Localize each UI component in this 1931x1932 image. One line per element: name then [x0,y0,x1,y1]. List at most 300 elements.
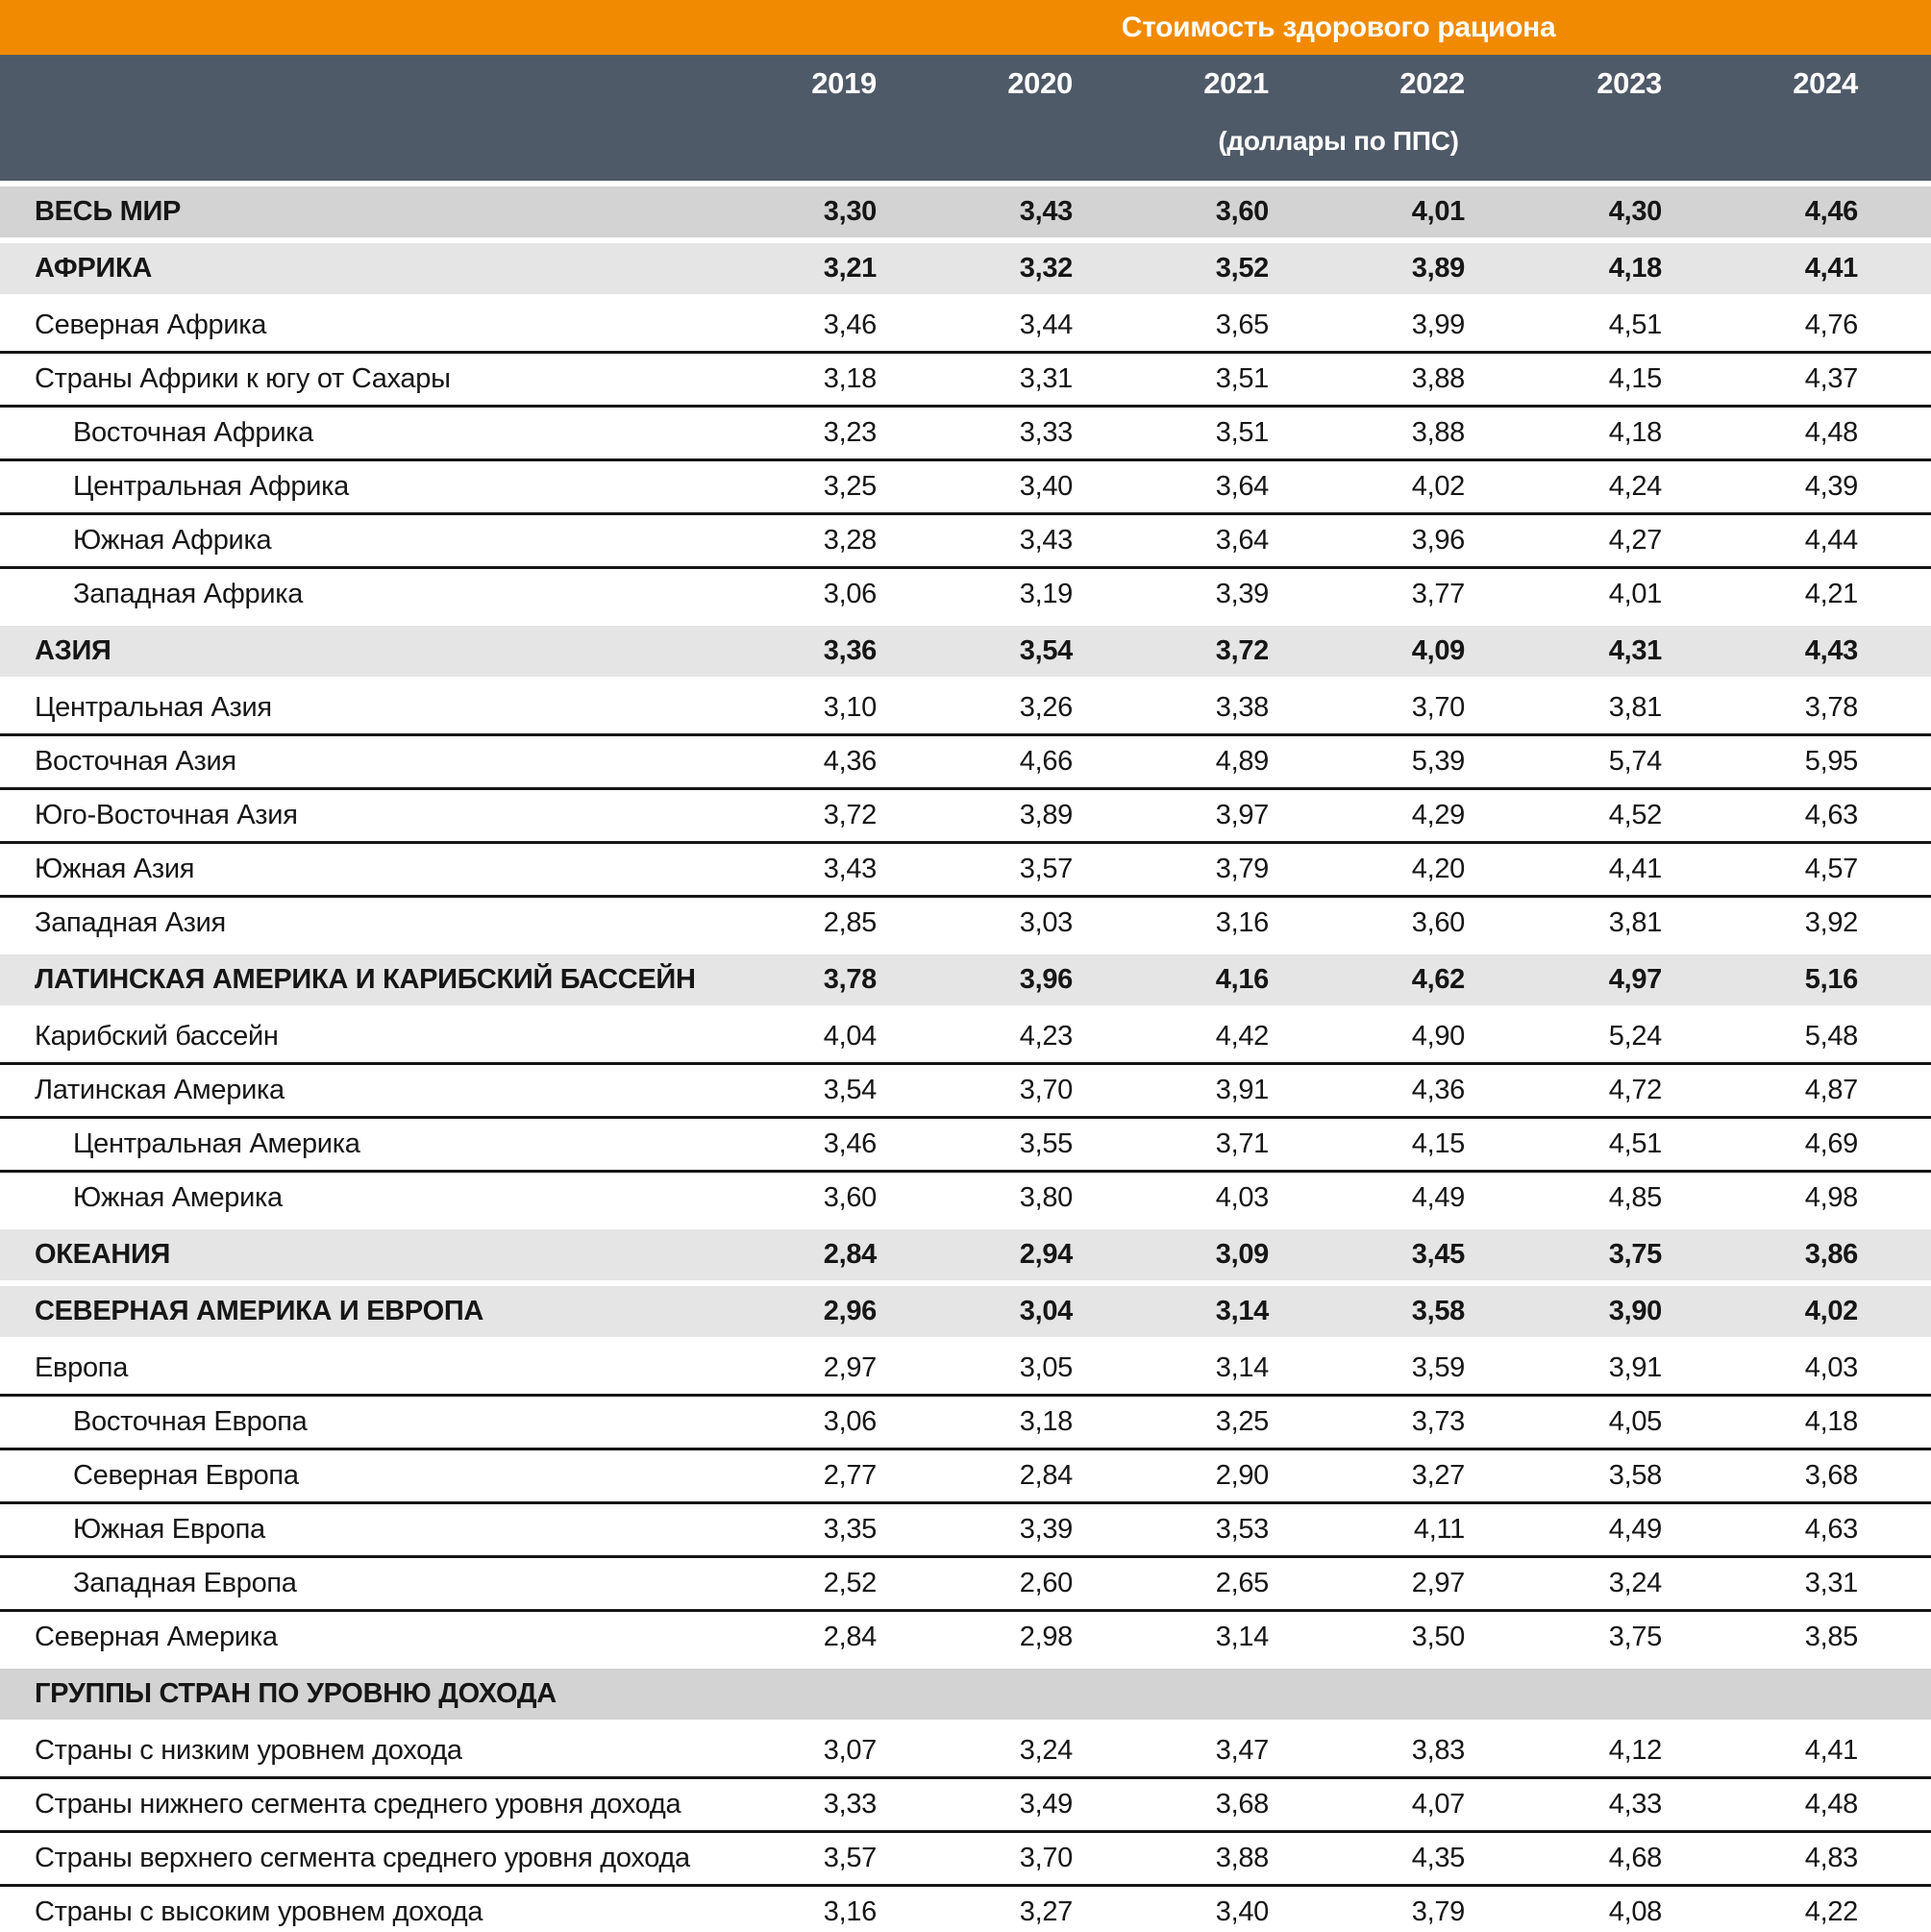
value-cell: 3,31 [1662,1557,1858,1611]
value-cell: 3,86 [1662,1226,1858,1283]
value-cell: 3,50 [1269,1611,1465,1667]
table-row [0,1778,1931,1832]
value-cell: 3,96 [877,952,1073,1008]
value-cell: 3,06 [681,1396,877,1449]
row-label: Южная Европа [0,1503,681,1557]
value-cell: 3,43 [877,184,1073,240]
value-cell: 4,48 [1662,407,1858,460]
value-cell: 4,18 [1465,407,1662,460]
value-cell: 4,15 [1465,353,1662,407]
unit-note-spacer [0,112,681,184]
value-cell: 5,95 [1662,735,1858,789]
value-cell [1465,1666,1662,1722]
value-cell: 3,57 [681,1832,877,1886]
table-row [0,1064,1931,1118]
value-cell: 4,44 [1662,514,1858,568]
row-pad [1858,568,1931,624]
value-cell: 4,29 [1269,789,1465,843]
row-label: ОКЕАНИЯ [0,1226,681,1283]
row-label: Центральная Азия [0,680,681,735]
table-title: Стоимость здорового рациона [681,0,1931,55]
value-cell: 4,90 [1269,1008,1465,1064]
row-label: АФРИКА [0,240,681,297]
row-pad [1858,1340,1931,1396]
value-cell: 3,23 [681,407,877,460]
row-label: Центральная Африка [0,460,681,514]
value-cell: 3,88 [1073,1832,1269,1886]
value-cell: 4,49 [1465,1503,1662,1557]
table-row [0,1832,1931,1886]
value-cell: 3,33 [877,407,1073,460]
value-cell: 3,54 [681,1064,877,1118]
row-label: Латинская Америка [0,1064,681,1118]
table-row [0,460,1931,514]
value-cell: 3,89 [877,789,1073,843]
value-cell: 4,02 [1662,1283,1858,1340]
value-cell: 3,55 [877,1118,1073,1172]
value-cell: 3,71 [1073,1118,1269,1172]
table-row [0,1886,1931,1932]
value-cell: 5,24 [1465,1008,1662,1064]
row-label: Южная Африка [0,514,681,568]
value-cell: 3,21 [681,240,877,297]
value-cell: 4,48 [1662,1778,1858,1832]
row-pad [1858,407,1931,460]
row-pad [1858,184,1931,240]
value-cell: 5,74 [1465,735,1662,789]
table-row [0,1118,1931,1172]
value-cell: 3,27 [877,1886,1073,1932]
value-cell: 3,06 [681,568,877,624]
value-cell: 3,18 [681,353,877,407]
value-cell: 3,97 [1073,789,1269,843]
row-pad [1858,1886,1931,1932]
value-cell: 4,09 [1269,623,1465,680]
row-label: ГРУППЫ СТРАН ПО УРОВНЮ ДОХОДА [0,1666,681,1722]
value-cell: 2,94 [877,1226,1073,1283]
row-pad [1858,1666,1931,1722]
value-cell: 2,52 [681,1557,877,1611]
value-cell: 3,46 [681,1118,877,1172]
value-cell: 5,39 [1269,735,1465,789]
value-cell: 4,22 [1662,1886,1858,1932]
value-cell [1269,1666,1465,1722]
value-cell: 3,30 [681,184,877,240]
value-cell: 3,59 [1269,1340,1465,1396]
row-label: Карибский бассейн [0,1008,681,1064]
value-cell: 4,41 [1662,1722,1858,1778]
row-label: Страны с высоким уровнем дохода [0,1886,681,1932]
value-cell: 3,39 [877,1503,1073,1557]
value-cell: 3,70 [1269,680,1465,735]
value-cell: 3,54 [877,623,1073,680]
row-label: ЛАТИНСКАЯ АМЕРИКА И КАРИБСКИЙ БАССЕЙН [0,952,681,1008]
value-cell: 3,35 [681,1503,877,1557]
value-cell: 3,85 [1662,1611,1858,1667]
value-cell: 3,78 [681,952,877,1008]
value-cell: 2,97 [681,1340,877,1396]
value-cell: 4,51 [1465,1118,1662,1172]
value-cell: 4,30 [1465,184,1662,240]
table-row [0,514,1931,568]
value-cell: 3,53 [1073,1503,1269,1557]
value-cell: 3,16 [681,1886,877,1932]
value-cell: 3,09 [1073,1226,1269,1283]
years-row-pad [1858,55,1931,112]
table-row [0,1283,1931,1340]
value-cell: 3,33 [681,1778,877,1832]
value-cell: 3,51 [1073,353,1269,407]
value-cell: 3,43 [877,514,1073,568]
row-pad [1858,240,1931,297]
table-row [0,240,1931,297]
table-row [0,735,1931,789]
value-cell: 4,98 [1662,1172,1858,1227]
value-cell: 2,90 [1073,1449,1269,1503]
value-cell: 3,60 [1269,897,1465,953]
row-pad [1858,1172,1931,1227]
value-cell: 3,16 [1073,897,1269,953]
value-cell: 3,78 [1662,680,1858,735]
value-cell: 4,04 [681,1008,877,1064]
value-cell: 2,77 [681,1449,877,1503]
row-pad [1858,1611,1931,1667]
value-cell: 3,99 [1269,297,1465,353]
row-pad [1858,1008,1931,1064]
value-cell: 4,46 [1662,184,1858,240]
value-cell: 3,60 [681,1172,877,1227]
value-cell: 3,14 [1073,1283,1269,1340]
table-row [0,1722,1931,1778]
value-cell: 3,72 [681,789,877,843]
value-cell: 3,92 [1662,897,1858,953]
row-label: Восточная Африка [0,407,681,460]
value-cell: 4,49 [1269,1172,1465,1227]
value-cell: 3,49 [877,1778,1073,1832]
value-cell: 2,96 [681,1283,877,1340]
year-header: 2020 [877,55,1073,112]
row-label: Европа [0,1340,681,1396]
value-cell: 4,15 [1269,1118,1465,1172]
title-band-spacer [0,0,681,55]
value-cell: 2,98 [877,1611,1073,1667]
value-cell: 4,57 [1662,843,1858,897]
year-header: 2021 [1073,55,1269,112]
value-cell: 3,89 [1269,240,1465,297]
value-cell: 3,18 [877,1396,1073,1449]
table-row [0,1226,1931,1283]
row-label: Юго-Восточная Азия [0,789,681,843]
value-cell: 4,83 [1662,1832,1858,1886]
row-pad [1858,1778,1931,1832]
row-label: Страны верхнего сегмента среднего уровня дохода [0,1832,681,1886]
value-cell: 4,03 [1662,1340,1858,1396]
value-cell: 3,80 [877,1172,1073,1227]
value-cell: 3,57 [877,843,1073,897]
table-row [0,843,1931,897]
row-pad [1858,1283,1931,1340]
value-cell [681,1666,877,1722]
value-cell: 2,65 [1073,1557,1269,1611]
value-cell: 3,40 [1073,1886,1269,1932]
row-label: АЗИЯ [0,623,681,680]
table-row [0,1503,1931,1557]
value-cell: 3,77 [1269,568,1465,624]
value-cell: 3,05 [877,1340,1073,1396]
row-pad [1858,353,1931,407]
value-cell [1662,1666,1858,1722]
years-row-spacer [0,55,681,112]
table-body [0,184,1931,1932]
value-cell: 4,08 [1465,1886,1662,1932]
row-label: СЕВЕРНАЯ АМЕРИКА И ЕВРОПА [0,1283,681,1340]
table-row [0,1396,1931,1449]
value-cell: 4,21 [1662,568,1858,624]
value-cell: 3,64 [1073,514,1269,568]
value-cell: 3,25 [1073,1396,1269,1449]
value-cell: 3,88 [1269,353,1465,407]
value-cell: 3,81 [1465,897,1662,953]
value-cell: 4,31 [1465,623,1662,680]
value-cell: 4,42 [1073,1008,1269,1064]
row-label: Южная Азия [0,843,681,897]
value-cell: 3,46 [681,297,877,353]
value-cell: 3,68 [1073,1778,1269,1832]
table-row [0,1666,1931,1722]
unit-note: (доллары по ППС) [681,112,1931,184]
value-cell: 4,36 [681,735,877,789]
value-cell: 3,83 [1269,1722,1465,1778]
value-cell: 3,25 [681,460,877,514]
row-label: Северная Америка [0,1611,681,1667]
row-label: Центральная Америка [0,1118,681,1172]
value-cell: 3,03 [877,897,1073,953]
row-label: Западная Африка [0,568,681,624]
value-cell: 3,73 [1269,1396,1465,1449]
value-cell: 4,07 [1269,1778,1465,1832]
row-label: ВЕСЬ МИР [0,184,681,240]
year-header: 2024 [1662,55,1858,112]
title-band [0,0,1931,55]
value-cell: 3,27 [1269,1449,1465,1503]
row-pad [1858,1064,1931,1118]
value-cell: 4,63 [1662,789,1858,843]
row-pad [1858,1118,1931,1172]
table-row [0,952,1931,1008]
value-cell: 4,24 [1465,460,1662,514]
row-label: Восточная Азия [0,735,681,789]
value-cell: 3,24 [1465,1557,1662,1611]
value-cell: 4,11 [1269,1503,1465,1557]
table-row [0,680,1931,735]
value-cell: 4,01 [1269,184,1465,240]
table-header [0,0,1931,184]
value-cell: 3,51 [1073,407,1269,460]
value-cell: 4,27 [1465,514,1662,568]
row-pad [1858,843,1931,897]
value-cell: 4,03 [1073,1172,1269,1227]
value-cell: 4,12 [1465,1722,1662,1778]
value-cell: 4,35 [1269,1832,1465,1886]
value-cell [1073,1666,1269,1722]
row-label: Восточная Европа [0,1396,681,1449]
value-cell: 3,38 [1073,680,1269,735]
table-row [0,1557,1931,1611]
row-label: Страны Африки к югу от Сахары [0,353,681,407]
year-header: 2023 [1465,55,1662,112]
row-label: Западная Азия [0,897,681,953]
value-cell: 3,79 [1269,1886,1465,1932]
value-cell: 3,47 [1073,1722,1269,1778]
row-pad [1858,1832,1931,1886]
value-cell: 3,58 [1269,1283,1465,1340]
value-cell: 3,26 [877,680,1073,735]
value-cell: 4,63 [1662,1503,1858,1557]
row-pad [1858,514,1931,568]
value-cell: 3,70 [877,1064,1073,1118]
value-cell: 3,79 [1073,843,1269,897]
value-cell: 3,32 [877,240,1073,297]
value-cell: 4,62 [1269,952,1465,1008]
value-cell: 3,75 [1465,1226,1662,1283]
value-cell: 3,58 [1465,1449,1662,1503]
value-cell: 4,18 [1662,1396,1858,1449]
value-cell: 4,05 [1465,1396,1662,1449]
value-cell: 4,33 [1465,1778,1662,1832]
value-cell: 3,14 [1073,1611,1269,1667]
row-pad [1858,1449,1931,1503]
value-cell: 3,68 [1662,1449,1858,1503]
value-cell: 4,41 [1465,843,1662,897]
value-cell [877,1666,1073,1722]
value-cell: 4,52 [1465,789,1662,843]
table-row [0,623,1931,680]
row-label: Северная Африка [0,297,681,353]
value-cell: 3,04 [877,1283,1073,1340]
value-cell: 5,48 [1662,1008,1858,1064]
value-cell: 4,85 [1465,1172,1662,1227]
row-label: Страны нижнего сегмента среднего уровня дохода [0,1778,681,1832]
table-row [0,1340,1931,1396]
table-row [0,789,1931,843]
value-cell: 3,45 [1269,1226,1465,1283]
value-cell: 3,31 [877,353,1073,407]
value-cell: 3,44 [877,297,1073,353]
value-cell: 2,60 [877,1557,1073,1611]
table-row [0,897,1931,953]
value-cell: 2,84 [877,1449,1073,1503]
row-label: Южная Америка [0,1172,681,1227]
value-cell: 2,84 [681,1611,877,1667]
row-pad [1858,1557,1931,1611]
table-row [0,407,1931,460]
value-cell: 4,87 [1662,1064,1858,1118]
years-row [0,55,1931,112]
value-cell: 4,36 [1269,1064,1465,1118]
value-cell: 4,89 [1073,735,1269,789]
value-cell: 3,39 [1073,568,1269,624]
value-cell: 3,36 [681,623,877,680]
value-cell: 3,14 [1073,1340,1269,1396]
value-cell: 3,07 [681,1722,877,1778]
year-header: 2022 [1269,55,1465,112]
value-cell: 4,02 [1269,460,1465,514]
value-cell: 3,10 [681,680,877,735]
value-cell: 4,16 [1073,952,1269,1008]
value-cell: 4,66 [877,735,1073,789]
year-header: 2019 [681,55,877,112]
table-row [0,1449,1931,1503]
value-cell: 4,39 [1662,460,1858,514]
row-label: Западная Европа [0,1557,681,1611]
row-pad [1858,1396,1931,1449]
value-cell: 4,37 [1662,353,1858,407]
table-row [0,1172,1931,1227]
value-cell: 3,64 [1073,460,1269,514]
value-cell: 4,51 [1465,297,1662,353]
row-pad [1858,897,1931,953]
value-cell: 4,43 [1662,623,1858,680]
value-cell: 4,01 [1465,568,1662,624]
value-cell: 3,75 [1465,1611,1662,1667]
value-cell: 3,96 [1269,514,1465,568]
row-pad [1858,1226,1931,1283]
unit-note-row [0,112,1931,184]
value-cell: 3,91 [1073,1064,1269,1118]
value-cell: 4,18 [1465,240,1662,297]
value-cell: 3,19 [877,568,1073,624]
value-cell: 3,60 [1073,184,1269,240]
value-cell: 4,97 [1465,952,1662,1008]
value-cell: 4,76 [1662,297,1858,353]
value-cell: 3,65 [1073,297,1269,353]
table-row [0,1611,1931,1667]
value-cell: 3,70 [877,1832,1073,1886]
value-cell: 4,41 [1662,240,1858,297]
row-pad [1858,680,1931,735]
row-pad [1858,623,1931,680]
value-cell: 3,28 [681,514,877,568]
table-row [0,353,1931,407]
row-pad [1858,1503,1931,1557]
table-row [0,184,1931,240]
table-row [0,297,1931,353]
value-cell: 3,24 [877,1722,1073,1778]
value-cell: 2,84 [681,1226,877,1283]
value-cell: 3,88 [1269,407,1465,460]
row-pad [1858,297,1931,353]
table-row [0,1008,1931,1064]
value-cell: 3,52 [1073,240,1269,297]
value-cell: 3,81 [1465,680,1662,735]
value-cell: 2,85 [681,897,877,953]
row-pad [1858,952,1931,1008]
value-cell: 4,20 [1269,843,1465,897]
row-label: Страны с низким уровнем дохода [0,1722,681,1778]
value-cell: 4,23 [877,1008,1073,1064]
table-row [0,568,1931,624]
row-pad [1858,460,1931,514]
value-cell: 3,91 [1465,1340,1662,1396]
row-label: Северная Европа [0,1449,681,1503]
value-cell: 4,72 [1465,1064,1662,1118]
row-pad [1858,789,1931,843]
value-cell: 4,69 [1662,1118,1858,1172]
value-cell: 4,68 [1465,1832,1662,1886]
value-cell: 3,90 [1465,1283,1662,1340]
value-cell: 3,72 [1073,623,1269,680]
value-cell: 5,16 [1662,952,1858,1008]
